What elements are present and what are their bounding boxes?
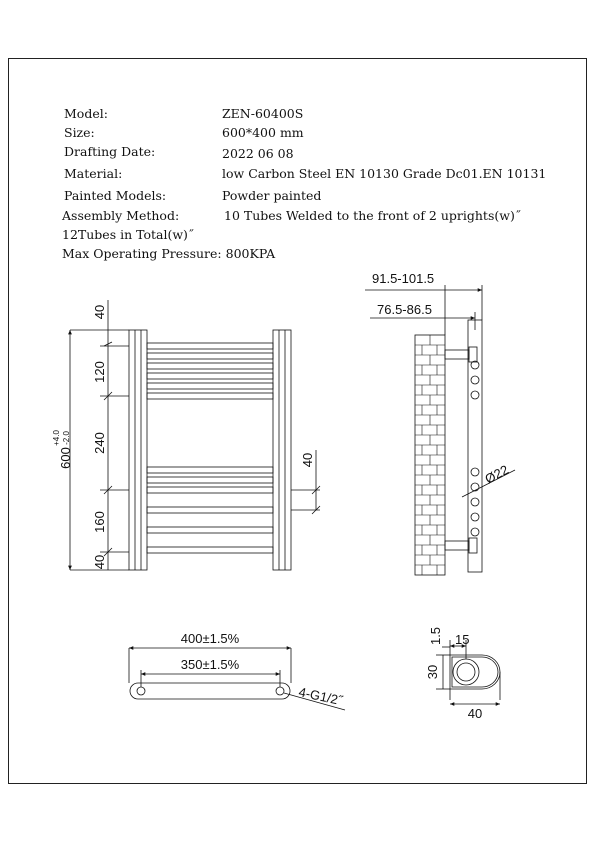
bottom-rail [130,683,290,699]
spec-model-value: ZEN-60400S [222,106,304,121]
dim-middle-240: 240 [92,432,107,454]
spec-material-value: low Carbon Steel EN 10130 Grade Dc01.EN 10131 [222,166,547,181]
inlet-left [137,687,145,695]
dim-bottom-40: 40 [92,554,107,570]
spec-size-label: Size: [64,125,95,140]
dim-inner-width: 15 [455,632,470,647]
dim-overall-width: 400±1.5% [180,631,240,646]
spec-max-pressure: Max Operating Pressure: 800KPA [62,246,276,261]
spec-tubes-total: 12Tubes in Total(w)˝ [62,227,195,242]
side-view-dimension-labels [372,271,511,487]
spec-material-label: Material: [64,166,123,181]
dim-height-tol-lower: -2.0 [62,431,71,445]
wall-bracket-top [445,350,469,359]
tube-diameter-label: Ø22 [482,461,512,487]
front-view-dimension-labels [52,305,315,569]
dim-profile-height: 30 [425,664,440,680]
tube-group-upper [147,343,273,399]
dim-inner-depth: 76.5-86.5 [377,302,432,317]
inlet-right [276,687,284,695]
spec-size-value: 600*400 mm [222,125,304,140]
side-upright [468,320,482,572]
tube-socket-inner [457,663,475,681]
tube-sections [471,361,479,536]
dim-profile-width: 40 [467,706,483,721]
dim-height-600: 600 [58,447,73,469]
dim-gap-40: 40 [300,452,315,468]
front-view [70,300,320,570]
spec-assembly-value: 10 Tubes Welded to the front of 2 uprights(w)˝ [224,208,522,223]
dim-center-width: 350±1.5% [180,657,240,672]
right-upright [273,330,291,570]
dim-lower-160: 160 [92,511,107,533]
spec-painted-value: Powder painted [222,188,322,203]
thread-label: 4-G1/2˝ [297,684,344,709]
section-view [436,640,500,704]
spec-painted-label: Painted Models: [64,188,167,203]
spec-assembly-label: Assembly Method: [62,208,180,223]
section-view-dimension-labels [425,627,482,721]
side-view [365,285,515,575]
wall-bracket-bottom [445,541,469,550]
spec-date-label: Drafting Date: [64,144,156,159]
spec-model-label: Model: [64,106,108,121]
dim-height-tol-upper: +4.0 [52,430,61,446]
brick-wall [415,335,445,575]
dim-wall-thickness: 1.5 [428,626,443,646]
bottom-view-dimension-labels [181,631,345,708]
tube-group-lower [147,467,273,553]
dim-upper-120: 120 [92,361,107,383]
left-upright [129,330,147,570]
dim-top-40: 40 [92,304,107,320]
spec-date-value: 2022 06 08 [222,146,294,161]
dim-outer-depth: 91.5-101.5 [372,271,435,286]
